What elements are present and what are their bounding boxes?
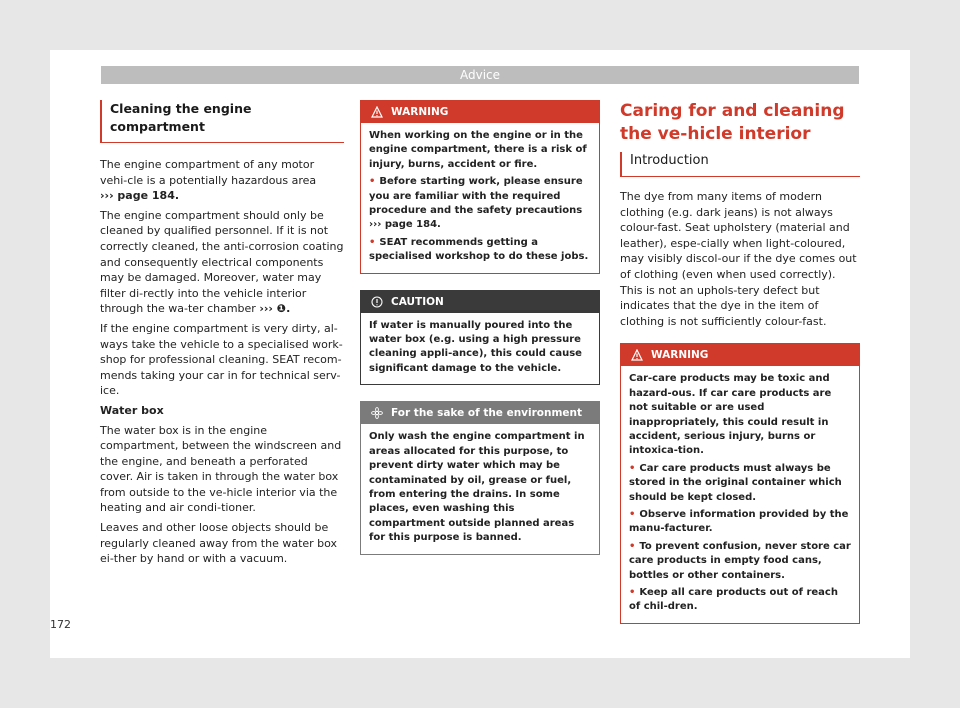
page-header-bar: Advice [101,66,859,84]
environment-icon [371,407,383,419]
warning-box [360,100,600,274]
warning-box-body: When working on the engine or in the engine compartment, there is a risk of injury, burns, accident or fire. • Before starting work, please ensure you are familiar with the required procedure and the safety precautions ››› page 184. • SEAT recommends getting a specialised workshop to do these jobs. [361,123,599,273]
caution-box-body: If water is manually poured into the water box (e.g. using a high pressure cleaning appli-ance), this could cause significant damage to the vehicle. [369,319,582,374]
warning-link[interactable]: ››› ❶. [259,302,291,316]
bullet-item: • SEAT recommends getting a specialised workshop to do these jobs. [369,236,589,263]
section-heading: Cleaning the engine compartment [100,100,344,143]
environment-box-header: For the sake of the environment [361,402,599,424]
bullet-item: • Before starting work, please ensure you are familiar with the required procedure and the safety precautions ››› page 184. [369,176,583,231]
document-page [50,50,910,658]
paragraph: Leaves and other loose objects should be regularly cleaned away from the water box ei-ther by hand or with a vacuum. [100,521,338,566]
warning-box-header: WARNING [361,101,599,123]
bullet-item: • Keep all care products out of reach of chil-dren. [629,587,838,613]
page-link[interactable]: ››› page 184. [369,219,441,231]
environment-box [360,401,600,554]
page-number: 172 [50,618,71,631]
paragraph: The engine compartment of any motor vehi-cle is a potentially hazardous area ››› page 184. [100,158,317,203]
bullet-item: • Car care products must always be stored in the original container which should be kept closed. [629,462,842,503]
page-link[interactable]: ››› page 184. [100,189,180,203]
paragraph: The water box is in the engine compartment, between the windscreen and the engine, and beneath a perforated cover. Air is taken in through the water box from outside to the ve-hicle interior via the heating and air condi-tioner. [100,423,342,515]
warning-box-body: Car-care products may be toxic and hazard-ous. If car care products are not suitable or are used inappropriately, this could result in accident, serious injury, burns or intoxica-tion. • Car care products must always be stored in the original container which should be kept closed. • Observe information provided by the manu-facturer. • To prevent confusion, never store car care products in empty food cans, bottles or other containers. • Keep all care products out of reach of chil-dren. [621,366,859,623]
caution-icon [371,296,383,308]
column-middle [360,100,600,571]
section-heading: Introduction [620,152,860,177]
caution-box [360,290,600,386]
chapter-title: Caring for and cleaning the ve-hicle interior [620,101,845,144]
paragraph: If the engine compartment is very dirty, al-ways take the vehicle to a specialised work-shop for professional cleaning. SEAT recom-mends taking your car in for technical serv-ice. [100,321,343,398]
column-right [620,100,860,640]
warning-icon [631,349,643,361]
warning-box-header: WARNING [621,344,859,366]
column-left [100,100,344,567]
sub-heading: Water box [100,403,164,417]
warning-box [620,343,860,624]
bullet-item: • Observe information provided by the manu-facturer. [629,509,849,535]
paragraph: The engine compartment should only be cleaned by qualified personnel. If it is not correctly cleaned, the anti-corrosion coating and consequently electrical components may be damaged. Moreover, water may filter di-rectly into the vehicle interior through the wa-ter chamber ››› ❶. [100,208,344,316]
paragraph: The dye from many items of modern clothing (e.g. dark jeans) is not always colour-fast. Seat upholstery (material and leather), espe-cially when light-coloured, may visibly discol-our if the dye comes out of clothing (even when used correctly). This is not an uphols-tery defect but indicates that the dye in the item of clothing is not sufficiently colour-fast. [620,190,857,328]
warning-icon [371,106,383,118]
environment-box-body: Only wash the engine compartment in areas allocated for this purpose, to prevent dirty water which may be contaminated by oil, grease or fuel, from entering the drains. In some places, even washing this compartment outside planned areas for this purpose is banned. [369,431,585,544]
caution-box-header: CAUTION [361,291,599,313]
bullet-item: • To prevent confusion, never store car care products in empty food cans, bottles or other containers. [629,540,851,581]
